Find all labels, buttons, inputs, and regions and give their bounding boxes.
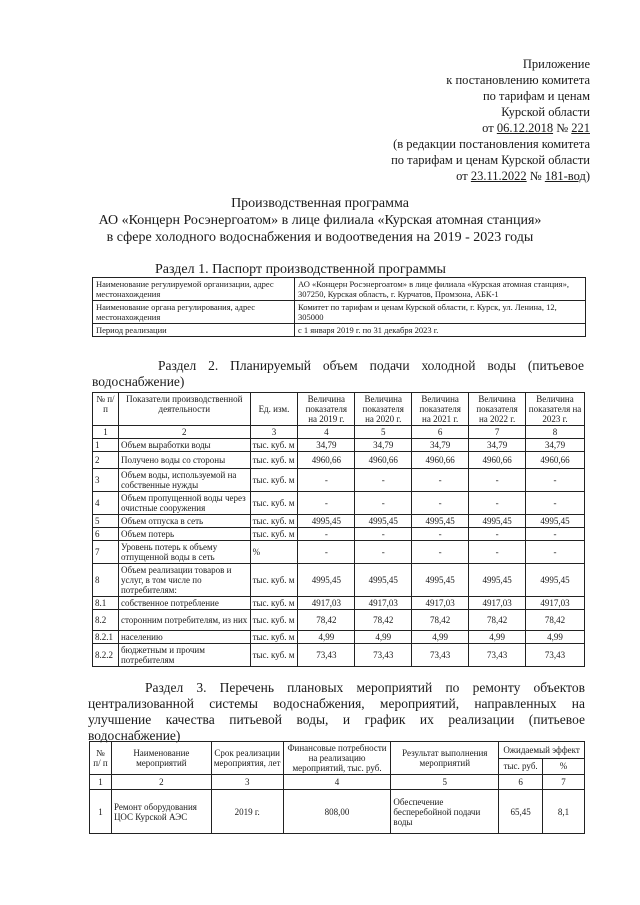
table-cell: - bbox=[355, 528, 412, 541]
appendix-line: Курской области bbox=[501, 105, 590, 119]
table-row bbox=[93, 541, 585, 564]
table-row bbox=[93, 439, 585, 452]
table-cell: тыс. куб. м bbox=[250, 452, 298, 469]
table-cell: 34,79 bbox=[526, 439, 585, 452]
table-cell: 4995,45 bbox=[526, 515, 585, 528]
table-cell: - bbox=[355, 492, 412, 515]
table-row: Наименование органа регулирования, адрес местонахождения Комитет по тарифам и ценам Курской области, г. Курск, ул. Ленина, 12, 305000 bbox=[93, 301, 586, 324]
table-cell: Объем выработки воды bbox=[118, 439, 250, 452]
table-cell: 4995,45 bbox=[298, 515, 355, 528]
events-table bbox=[89, 741, 585, 834]
table-cell: - bbox=[298, 469, 355, 492]
table-cell: 78,42 bbox=[298, 610, 355, 631]
section3-title: Раздел 3. Перечень плановых мероприятий по ремонту объектов централизованной системы водоснабжения, мероприятий, направленных на улучшение качества питьевой воды, и график их реализации (питьевое водоснабжение) bbox=[88, 680, 585, 743]
table-cell: Объем реализации товаров и услуг, в том числе по потребителям: bbox=[118, 564, 250, 597]
table-cell: 4960,66 bbox=[412, 452, 469, 469]
appendix-line: Приложение bbox=[522, 57, 590, 71]
appendix-header bbox=[330, 56, 590, 184]
table-cell: 4995,45 bbox=[526, 564, 585, 597]
table-cell: - bbox=[469, 492, 526, 515]
edition-number: 181-вод bbox=[544, 169, 586, 183]
table-cell: 4995,45 bbox=[469, 515, 526, 528]
section2-title: Раздел 2. Планируемый объем подачи холодной воды (питьевое водоснабжение) bbox=[92, 358, 584, 389]
table-cell: Объем пропущенной воды через очистные сооружения bbox=[118, 492, 250, 515]
table-cell: 8.2.2 bbox=[93, 644, 119, 667]
table-cell: 4995,45 bbox=[412, 515, 469, 528]
table-cell: 5 bbox=[93, 515, 119, 528]
table-cell: 4960,66 bbox=[355, 452, 412, 469]
table-cell: 4960,66 bbox=[298, 452, 355, 469]
table-cell: 4995,45 bbox=[355, 564, 412, 597]
table-cell: 73,43 bbox=[298, 644, 355, 667]
table-cell: 8.1 bbox=[93, 597, 119, 610]
table-cell: - bbox=[526, 528, 585, 541]
table-cell: - bbox=[469, 541, 526, 564]
table-cell: 73,43 bbox=[355, 644, 412, 667]
table-cell: бюджетным и прочим потребителям bbox=[118, 644, 250, 667]
table-row bbox=[93, 644, 585, 667]
table-row bbox=[93, 610, 585, 631]
table-row bbox=[93, 528, 585, 541]
table-cell: - bbox=[298, 492, 355, 515]
volume-table bbox=[92, 392, 585, 667]
appendix-date-line: от 06.12.2018 № 221 bbox=[482, 121, 590, 135]
table-cell: 4995,45 bbox=[412, 564, 469, 597]
table-cell: 73,43 bbox=[412, 644, 469, 667]
table-row bbox=[93, 631, 585, 644]
table-cell: - bbox=[412, 528, 469, 541]
table-cell: 8 bbox=[93, 564, 119, 597]
table-cell: - bbox=[412, 469, 469, 492]
table-header-row: № п/п Показатели производственной деятельности Ед. изм. Величина показателя на 2019 г. Величина показателя на 2020 г. Величина показателя на 2021 г. Величина показателя на 2022 г. Величина показателя на 2023 г. bbox=[93, 393, 585, 426]
table-cell: 8.2 bbox=[93, 610, 119, 631]
table-row bbox=[93, 564, 585, 597]
table-row: Наименование регулируемой организации, адрес местонахождения АО «Концерн Росэнергоатом» в лице филиала «Курская атомная станция», 307250, Курская область, г. Курчатов, Промзона, АБК-1 bbox=[93, 278, 586, 301]
table-cell: - bbox=[412, 541, 469, 564]
table-header-row: № п/ п Наименование мероприятий Срок реализации мероприятия, лет Финансовые потребности на реализацию мероприятий, тыс. руб. Результат выполнения мероприятий Ожидаемый эффект bbox=[90, 742, 585, 759]
edition-date: 23.11.2022 bbox=[470, 169, 527, 183]
table-cell: 78,42 bbox=[469, 610, 526, 631]
table-cell: - bbox=[412, 492, 469, 515]
table-cell: 78,42 bbox=[526, 610, 585, 631]
column-index-row: 1 2 3 4 5 6 7 8 bbox=[93, 426, 585, 439]
table-cell: собственное потребление bbox=[118, 597, 250, 610]
passport-table bbox=[92, 277, 586, 337]
table-cell: 34,79 bbox=[469, 439, 526, 452]
table-cell: тыс. куб. м bbox=[250, 644, 298, 667]
table-row bbox=[93, 452, 585, 469]
table-cell: 4,99 bbox=[355, 631, 412, 644]
column-index-row: 1 2 3 4 5 6 7 bbox=[90, 775, 585, 790]
table-cell: 4995,45 bbox=[298, 564, 355, 597]
table-cell: 78,42 bbox=[412, 610, 469, 631]
table-header-row: тыс. руб. % bbox=[90, 758, 585, 775]
table-cell: 2 bbox=[93, 452, 119, 469]
table-cell: 4995,45 bbox=[469, 564, 526, 597]
table-cell: 73,43 bbox=[469, 644, 526, 667]
table-row bbox=[93, 492, 585, 515]
table-cell: тыс. куб. м bbox=[250, 631, 298, 644]
table-cell: 4995,45 bbox=[355, 515, 412, 528]
table-cell: 4,99 bbox=[526, 631, 585, 644]
table-cell: 78,42 bbox=[355, 610, 412, 631]
table-cell: 7 bbox=[93, 541, 119, 564]
table-cell: - bbox=[469, 469, 526, 492]
table-cell: 4917,03 bbox=[298, 597, 355, 610]
edition-line: (в редакции постановления комитета bbox=[393, 137, 590, 151]
table-row: Период реализации с 1 января 2019 г. по 31 декабря 2023 г. bbox=[93, 324, 586, 337]
table-cell: 34,79 bbox=[355, 439, 412, 452]
table-cell: Объем воды, используемой на собственные нужды bbox=[118, 469, 250, 492]
table-cell: 73,43 bbox=[526, 644, 585, 667]
table-cell: тыс. куб. м bbox=[250, 439, 298, 452]
table-cell: тыс. куб. м bbox=[250, 597, 298, 610]
table-cell: тыс. куб. м bbox=[250, 564, 298, 597]
table-row bbox=[93, 515, 585, 528]
table-cell: 34,79 bbox=[412, 439, 469, 452]
table-cell: 4 bbox=[93, 492, 119, 515]
table-row bbox=[93, 597, 585, 610]
decree-date: 06.12.2018 bbox=[496, 121, 554, 135]
table-cell: Объем отпуска в сеть bbox=[118, 515, 250, 528]
table-cell: 6 bbox=[93, 528, 119, 541]
table-cell: тыс. куб. м bbox=[250, 528, 298, 541]
table-cell: - bbox=[526, 492, 585, 515]
edition-date-line: от 23.11.2022 № 181-вод) bbox=[456, 169, 590, 183]
table-cell: Получено воды со стороны bbox=[118, 452, 250, 469]
table-cell: 3 bbox=[93, 469, 119, 492]
table-cell: сторонним потребителям, из них bbox=[118, 610, 250, 631]
appendix-line: по тарифам и ценам bbox=[482, 89, 590, 103]
table-cell: 4917,03 bbox=[412, 597, 469, 610]
table-cell: - bbox=[298, 541, 355, 564]
table-cell: 1 bbox=[93, 439, 119, 452]
table-row bbox=[93, 469, 585, 492]
table-cell: населению bbox=[118, 631, 250, 644]
edition-line: по тарифам и ценам Курской области bbox=[391, 153, 590, 167]
table-cell: 4960,66 bbox=[469, 452, 526, 469]
table-cell: 4917,03 bbox=[469, 597, 526, 610]
table-cell: 34,79 bbox=[298, 439, 355, 452]
table-cell: 4960,66 bbox=[526, 452, 585, 469]
table-cell: - bbox=[355, 469, 412, 492]
appendix-line: к постановлению комитета bbox=[446, 73, 590, 87]
table-cell: % bbox=[250, 541, 298, 564]
table-cell: 4,99 bbox=[412, 631, 469, 644]
table-cell: тыс. куб. м bbox=[250, 469, 298, 492]
table-cell: Уровень потерь к объему отпущенной воды в сеть bbox=[118, 541, 250, 564]
program-title: Производственная программа АО «Концерн Росэнергоатом» в лице филиала «Курская атомная станция» в сфере холодного водоснабжения и водоотведения на 2019 - 2023 годы bbox=[98, 196, 542, 245]
table-cell: тыс. куб. м bbox=[250, 515, 298, 528]
table-cell: - bbox=[298, 528, 355, 541]
table-row: 1 Ремонт оборудования ЦОС Курской АЭС 2019 г. 808,00 Обеспечение бесперебойной подачи воды 65,45 8,1 bbox=[90, 790, 585, 834]
table-cell: - bbox=[526, 541, 585, 564]
table-cell: тыс. куб. м bbox=[250, 610, 298, 631]
table-cell: 4917,03 bbox=[355, 597, 412, 610]
decree-number: 221 bbox=[571, 121, 590, 135]
table-cell: 4917,03 bbox=[526, 597, 585, 610]
table-cell: тыс. куб. м bbox=[250, 492, 298, 515]
table-cell: - bbox=[526, 469, 585, 492]
table-cell: 4,99 bbox=[469, 631, 526, 644]
section1-title: Раздел 1. Паспорт производственной программы bbox=[155, 262, 446, 277]
table-cell: Объем потерь bbox=[118, 528, 250, 541]
table-cell: 8.2.1 bbox=[93, 631, 119, 644]
table-cell: 4,99 bbox=[298, 631, 355, 644]
table-cell: - bbox=[355, 541, 412, 564]
table-cell: - bbox=[469, 528, 526, 541]
